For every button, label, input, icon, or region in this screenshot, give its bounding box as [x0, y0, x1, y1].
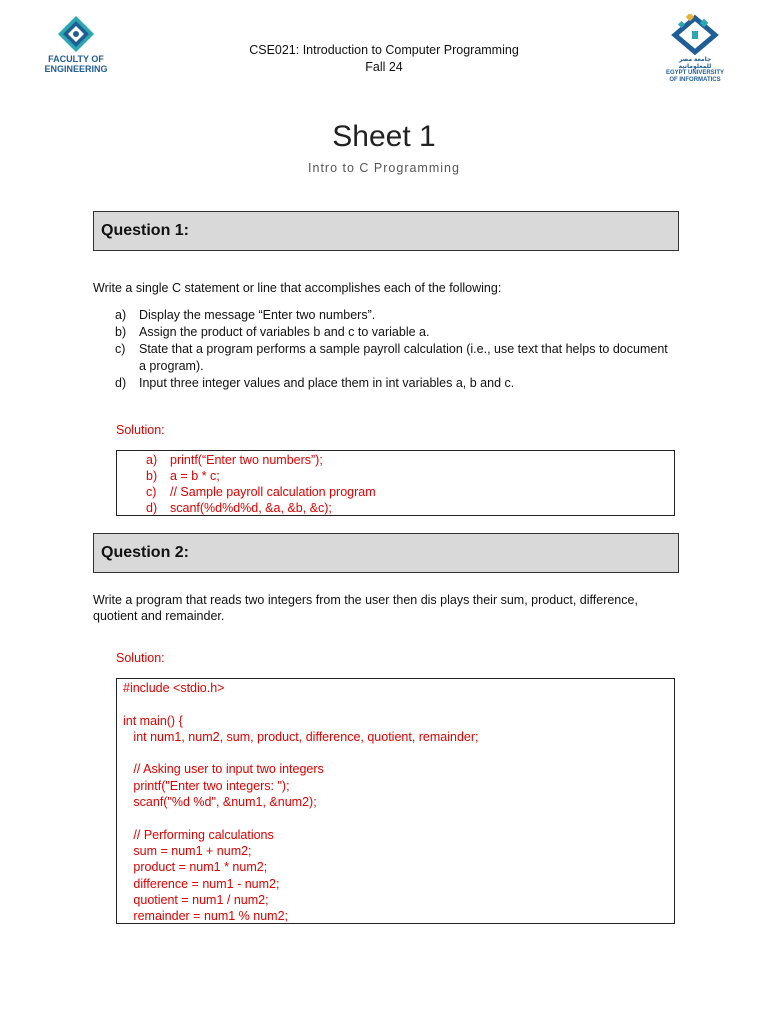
university-logo-caption: جامعة مصر للمعلوماتية EGYPT UNIVERSITY OF INFORMATICS: [665, 57, 724, 83]
sheet-subtitle: Intro to C Programming: [308, 161, 460, 175]
list-text: Display the message “Enter two numbers”.: [139, 308, 376, 322]
list-marker: a): [115, 308, 127, 322]
code-line: // Asking user to input two integers: [123, 762, 324, 777]
list-marker: c): [115, 342, 126, 356]
list-item: [115, 375, 675, 392]
question-1-solution-label: Solution:: [116, 423, 165, 437]
faculty-logo-caption: FACULTY OF ENGINEERING: [44, 54, 108, 74]
solution-marker: a): [146, 453, 158, 467]
solution-item: [117, 452, 674, 468]
code-line: difference = num1 - num2;: [123, 876, 280, 891]
code-line: [123, 696, 674, 712]
question-2-heading: Question 2:: [93, 533, 679, 573]
code-line: printf("Enter two integers: ");: [123, 778, 290, 793]
question-2-prompt: Write a program that reads two integers from the user then dis plays their sum, product, difference, quotient and remainder.: [93, 593, 638, 623]
list-marker: d): [115, 376, 127, 390]
code-line: quotient = num1 / num2;: [123, 892, 269, 907]
question-1-list: [115, 307, 675, 392]
solution-item: [117, 468, 674, 484]
code-line: // Performing calculations: [123, 827, 274, 842]
list-text: Input three integer values and place them in int variables a, b and c.: [139, 376, 515, 390]
solution-text: a = b * c;: [170, 469, 220, 483]
question-1-prompt: Write a single C statement or line that accomplishes each of the following:: [93, 281, 502, 295]
question-1-heading: Question 1:: [93, 211, 679, 251]
list-item: [115, 307, 675, 324]
code-line: #include <stdio.h>: [123, 681, 225, 695]
solution-item: [117, 500, 674, 516]
code-line: int main() {: [123, 713, 183, 728]
course-term: Fall 24: [365, 60, 403, 74]
code-line: [123, 745, 674, 761]
sheet-title: Sheet 1: [332, 120, 436, 153]
code-line: scanf("%d %d", &num1, &num2);: [123, 795, 317, 810]
course-title: CSE021: Introduction to Computer Programming: [249, 43, 519, 57]
university-emblem-icon: [671, 14, 719, 56]
list-marker: b): [115, 325, 127, 339]
solution-text: printf(“Enter two numbers”);: [170, 453, 323, 467]
code-line: [123, 810, 674, 826]
code-line: product = num1 * num2;: [123, 860, 268, 875]
list-item: [115, 341, 675, 375]
code-line: sum = num1 + num2;: [123, 843, 252, 858]
solution-text: // Sample payroll calculation program: [170, 485, 376, 499]
solution-marker: c): [146, 485, 157, 499]
solution-marker: b): [146, 469, 158, 483]
list-item: [115, 324, 675, 341]
egypt-university-of-informatics-logo: [662, 14, 728, 82]
solution-text: scanf(%d%d%d, &a, &b, &c);: [170, 501, 332, 515]
solution-marker: d): [146, 501, 158, 515]
list-text: Assign the product of variables b and c to variable a.: [139, 325, 430, 339]
question-1-solution-box: [116, 450, 675, 516]
solution-item: [117, 484, 674, 500]
code-line: remainder = num1 % num2;: [123, 909, 289, 924]
list-text: State that a program performs a sample payroll calculation (i.e., use text that helps to document a program).: [139, 342, 668, 373]
code-line: int num1, num2, sum, product, difference, quotient, remainder;: [123, 729, 479, 744]
question-2-solution-label: Solution:: [116, 651, 165, 665]
question-2-solution-code: [116, 678, 675, 924]
